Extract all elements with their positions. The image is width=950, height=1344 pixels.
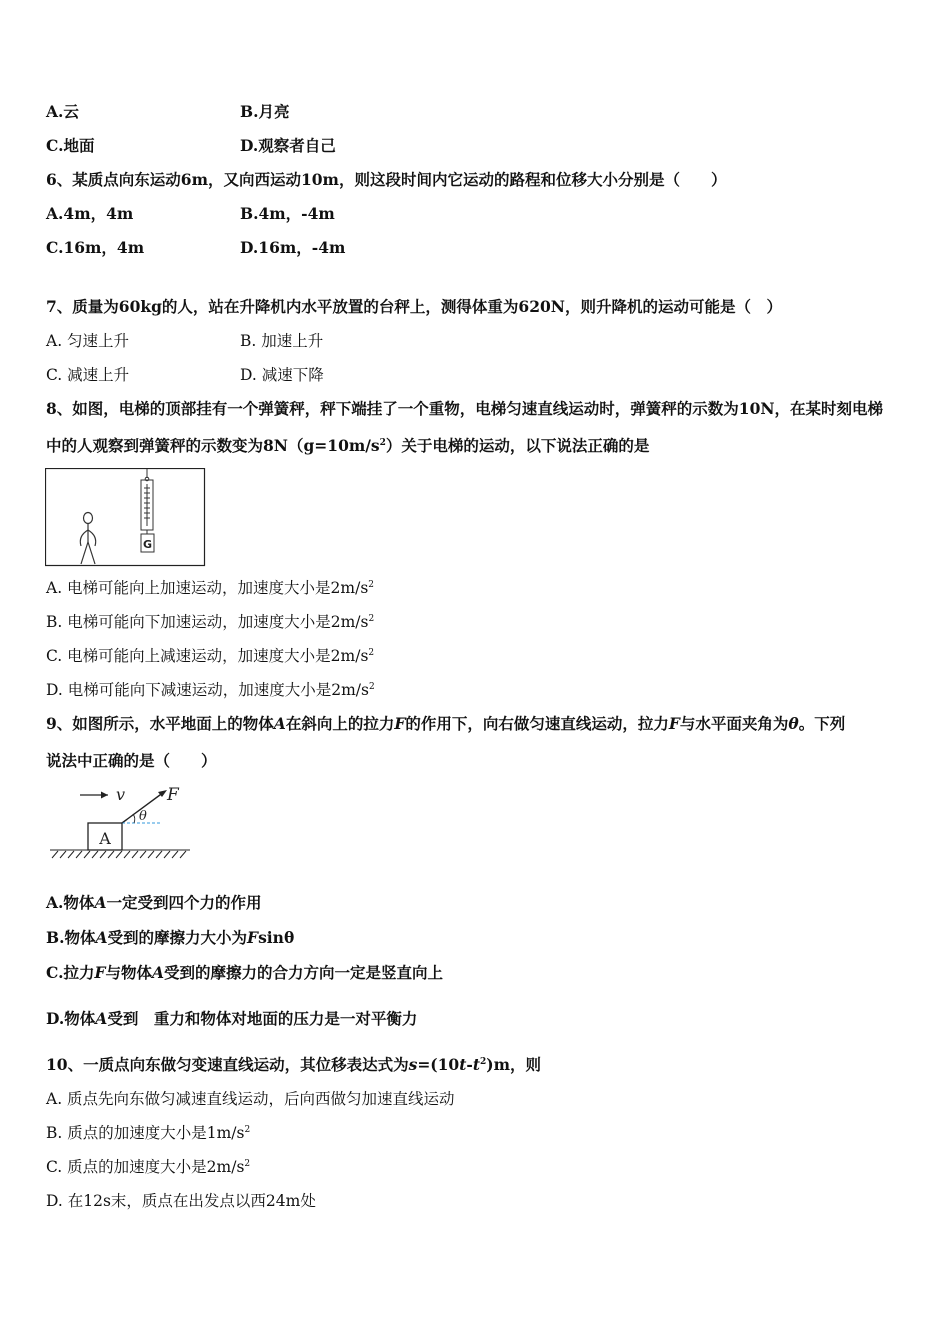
weight-label: G xyxy=(142,538,153,551)
angle-label: θ xyxy=(139,809,147,824)
q5-option-a: A.云 xyxy=(46,102,79,121)
q8-option-d: D. 电梯可能向下减速运动，加速度大小是$2m/s^2$ xyxy=(46,681,375,699)
q7-option-d: D. 减速下降 xyxy=(240,366,324,384)
q8-option-c: C. 电梯可能向上减速运动，加速度大小是$2m/s^2$ xyxy=(46,647,375,665)
q9-option-c: C.拉力F与物体A受到的摩擦力的合力方向一定是竖直向上 xyxy=(46,963,444,982)
q10-option-b: B. 质点的加速度大小是$1m/s^2$ xyxy=(46,1124,251,1142)
q10-option-c: C. 质点的加速度大小是$2m/s^2$ xyxy=(46,1158,251,1176)
force-label: F xyxy=(167,785,179,805)
q7-option-c: C. 减速上升 xyxy=(46,366,130,384)
q7-option-b: B. 加速上升 xyxy=(240,332,324,350)
q9-stem-line2: 说法中正确的是（ ） xyxy=(46,751,217,770)
weight-block xyxy=(141,534,154,552)
q9-option-b: B.物体A受到的摩擦力大小为Fsinθ xyxy=(46,928,295,947)
block-a-label: A xyxy=(99,829,111,848)
q8-option-b: B. 电梯可能向下加速运动，加速度大小是$2m/s^2$ xyxy=(46,613,375,631)
velocity-label: v xyxy=(116,785,126,804)
ground xyxy=(50,850,190,858)
q6-stem: 6、某质点向东运动6m，又向西运动10m，则这段时间内它运动的路程和位移大小分别是（ ） xyxy=(46,170,727,189)
q7-option-a: A. 匀速上升 xyxy=(46,332,130,350)
block-force-figure xyxy=(46,780,194,864)
q6-option-d: D.16m，-4m xyxy=(240,238,346,257)
q9-stem-line1: 9、如图所示，水平地面上的物体A在斜向上的拉力F的作用下，向右做匀速直线运动，拉力F与水平面夹角为θ。下列 xyxy=(46,714,846,733)
q8-stem-line2: 中的人观察到弹簧秤的示数变为$8N(g=10m/s^2)$关于电梯的运动，以下说法正确的是 xyxy=(46,436,650,455)
q7-stem: 7、质量为60kg的人，站在升降机内水平放置的台秤上，测得体重为620N，则升降机的运动可能是（ ） xyxy=(46,297,782,316)
q5-option-d: D.观察者自己 xyxy=(240,136,336,155)
person-icon xyxy=(80,513,95,565)
force-arrow xyxy=(122,785,180,823)
spring-scale-icon xyxy=(141,469,153,534)
q6-option-b: B.4m，-4m xyxy=(240,204,335,223)
q5-option-c: C.地面 xyxy=(46,136,95,155)
q9-option-d: D.物体A受到 重力和物体对地面的压力是一对平衡力 xyxy=(46,1009,418,1028)
q9-option-a: A.物体A一定受到四个力的作用 xyxy=(46,893,262,912)
elevator-figure xyxy=(45,468,207,568)
q8-stem-line1: 8、如图，电梯的顶部挂有一个弹簧秤，秤下端挂了一个重物，电梯匀速直线运动时，弹簧秤的示数为10N，在某时刻电梯 xyxy=(46,399,884,418)
q10-option-a: A. 质点先向东做匀减速直线运动，后向西做匀加速直线运动 xyxy=(46,1090,455,1108)
q8-option-a: A. 电梯可能向上加速运动，加速度大小是$2m/s^2$ xyxy=(46,579,375,597)
q10-option-d: D. 在12s末，质点在出发点以西24m处 xyxy=(46,1192,316,1210)
q10-stem: 10、一质点向东做匀变速直线运动，其位移表达式为$s=(10t-t^2)m$，则 xyxy=(46,1055,542,1074)
q6-option-c: C.16m，4m xyxy=(46,238,145,257)
velocity-arrow xyxy=(80,785,125,804)
q6-option-a: A.4m，4m xyxy=(46,204,134,223)
q5-option-b: B.月亮 xyxy=(240,102,290,121)
